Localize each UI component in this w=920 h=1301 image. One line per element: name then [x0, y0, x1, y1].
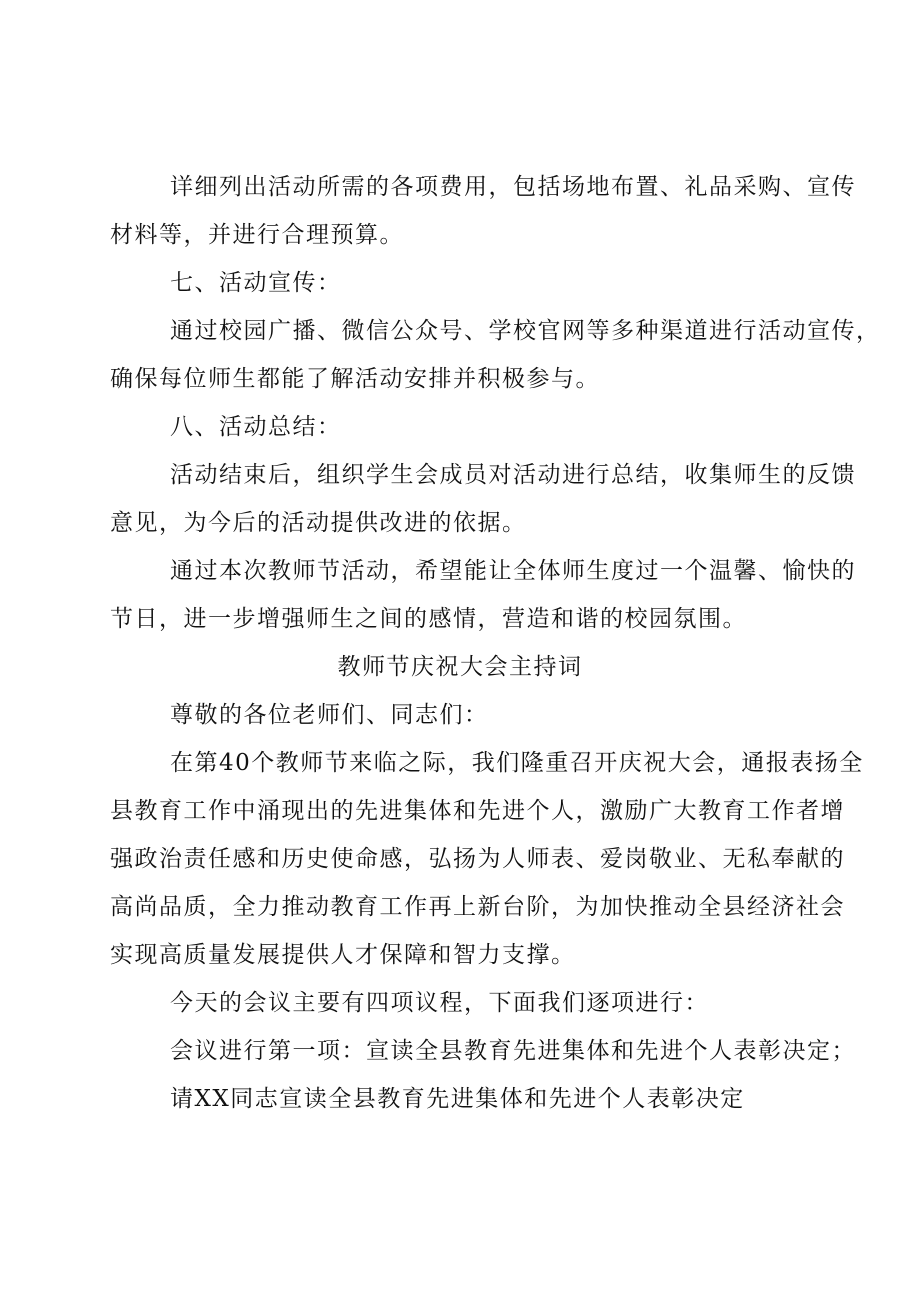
document-title: 教师节庆祝大会主持词: [337, 654, 583, 680]
paragraph-line: 请XX同志宣读全县教育先进集体和先进个人表彰决定: [170, 1086, 745, 1112]
paragraph-line: 今天的会议主要有四项议程，下面我们逐项进行：: [170, 990, 709, 1016]
paragraph-line: 通过本次教师节活动，希望能让全体师生度过一个温馨、愉快的: [170, 558, 856, 584]
section-heading: 八、活动总结：: [170, 414, 342, 440]
paragraph-line: 会议进行第一项：宣读全县教育先进集体和先进个人表彰决定；: [170, 1038, 856, 1064]
paragraph-line: 县教育工作中涌现出的先进集体和先进个人，激励广大教育工作者增: [110, 798, 845, 824]
paragraph-line: 材料等，并进行合理预算。: [110, 222, 404, 248]
paragraph-line: 在第40个教师节来临之际，我们隆重召开庆祝大会，通报表扬全: [170, 750, 864, 776]
salutation: 尊敬的各位老师们、同志们：: [170, 702, 489, 728]
paragraph-line: 通过校园广播、微信公众号、学校官网等多种渠道进行活动宣传，: [170, 318, 881, 344]
paragraph-line: 确保每位师生都能了解活动安排并积极参与。: [110, 366, 600, 392]
paragraph-line: 意见，为今后的活动提供改进的依据。: [110, 510, 527, 536]
paragraph-line: 活动结束后，组织学生会成员对活动进行总结，收集师生的反馈: [170, 462, 856, 488]
paragraph-line: 实现高质量发展提供人才保障和智力支撑。: [110, 942, 576, 968]
paragraph-line: 详细列出活动所需的各项费用，包括场地布置、礼品采购、宣传: [170, 174, 856, 200]
paragraph-line: 强政治责任感和历史使命感，弘扬为人师表、爱岗敬业、无私奉献的: [110, 846, 845, 872]
paragraph-line: 高尚品质，全力推动教育工作再上新台阶，为加快推动全县经济社会: [110, 894, 845, 920]
section-heading: 七、活动宣传：: [170, 270, 342, 296]
paragraph-line: 节日，进一步增强师生之间的感情，营造和谐的校园氛围。: [110, 606, 747, 632]
